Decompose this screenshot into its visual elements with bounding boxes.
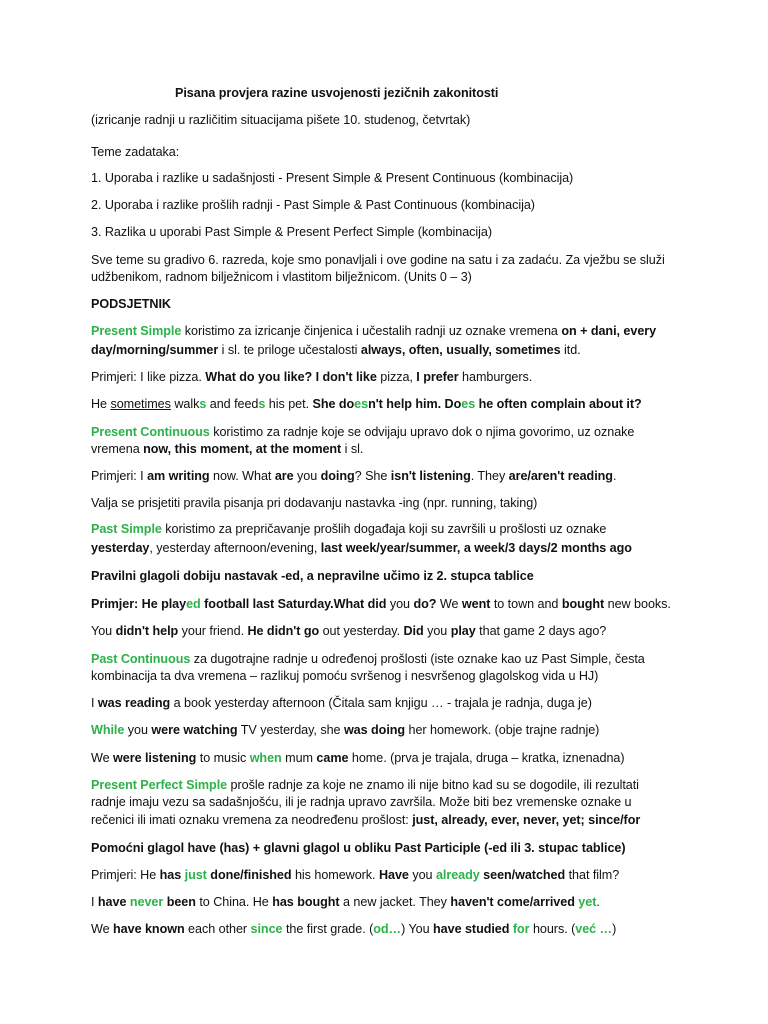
text-line	[91, 295, 171, 313]
text-segment: kombinacija ta dva vremena – razlikuj pomoću svršenog i nesvršenog glagolskog vida u HJ)	[91, 669, 599, 683]
text-segment: yesterday	[91, 541, 150, 555]
text-segment: He	[91, 397, 111, 411]
text-segment: went	[461, 597, 491, 611]
text-segment: Valja se prisjetiti pravila pisanja pri dodavanju nastavka -ing (npr. running, taking)	[91, 496, 538, 510]
highlighted-term: yet	[578, 895, 597, 909]
text-segment: his homework.	[291, 868, 379, 882]
text-segment: was reading	[97, 696, 171, 710]
text-segment: Primjeri: I	[91, 469, 148, 483]
text-segment: to town and	[490, 597, 562, 611]
text-segment: last week/year/summer, a week/3 days/2 months ago	[320, 541, 632, 555]
text-segment: new books.	[604, 597, 671, 611]
text-segment: We	[436, 597, 462, 611]
text-segment: the first grade. (	[282, 922, 374, 936]
text-segment: hours. (	[529, 922, 576, 936]
text-segment: were listening	[113, 751, 197, 765]
highlighted-term: Present Simple	[91, 324, 182, 338]
text-segment: done/finished	[210, 868, 292, 882]
highlighted-term: Past Continuous	[91, 652, 191, 666]
highlighted-term: ed	[186, 597, 201, 611]
text-line	[91, 622, 606, 640]
text-segment: that film?	[565, 868, 620, 882]
text-line	[91, 567, 534, 585]
text-line	[91, 650, 645, 668]
text-segment: day/morning/summer	[91, 343, 219, 357]
text-segment: do?	[413, 597, 437, 611]
text-segment: came	[316, 751, 349, 765]
text-segment: out yesterday.	[319, 624, 404, 638]
text-line	[91, 368, 532, 386]
text-segment: now, this moment, at the moment	[143, 442, 342, 456]
text-segment: )	[612, 922, 617, 936]
text-line	[91, 866, 619, 884]
text-segment: itd.	[560, 343, 581, 357]
text-segment: are	[274, 469, 294, 483]
text-line	[91, 223, 492, 241]
text-segment: her homework. (obje trajne radnje)	[405, 723, 600, 737]
text-segment: pizza,	[376, 370, 417, 384]
highlighted-term: es	[354, 397, 369, 411]
text-segment: . They	[470, 469, 509, 483]
text-segment: Pravilni glagoli dobiju nastavak -ed, a nepravilne učimo iz 2. stupca tablice	[91, 569, 534, 583]
highlighted-term: već …	[575, 922, 613, 936]
highlighted-term: for	[512, 922, 530, 936]
highlighted-term: s	[258, 397, 266, 411]
text-line	[91, 721, 599, 739]
text-segment: you	[423, 624, 451, 638]
text-segment: now. What	[209, 469, 275, 483]
text-segment: he often complain about it?	[475, 397, 642, 411]
text-segment: his pet.	[265, 397, 313, 411]
text-segment: been	[166, 895, 196, 909]
text-line	[91, 520, 606, 538]
text-segment: PODSJETNIK	[91, 297, 171, 311]
text-segment: prošle radnje za koje ne znamo ili nije bitno kad su se dogodile, ili rezultati	[227, 778, 639, 792]
text-segment: radnje imaju vezu sa sadašnjošću, ili je radnja upravo završila. Može biti bez vremenske oznake u	[91, 795, 632, 809]
text-segment: always, often, usually, sometimes	[360, 343, 561, 357]
text-segment: You	[91, 624, 116, 638]
text-segment: play	[450, 624, 476, 638]
text-line	[91, 494, 537, 512]
text-segment: She do	[312, 397, 355, 411]
highlighted-term: Present Perfect Simple	[91, 778, 228, 792]
highlighted-term: already	[435, 868, 480, 882]
text-line	[91, 440, 363, 458]
text-line	[91, 423, 634, 441]
text-segment: to China. He	[195, 895, 273, 909]
text-line	[91, 811, 640, 829]
text-line	[91, 839, 626, 857]
text-segment: and feed	[206, 397, 259, 411]
text-segment: Have	[378, 868, 409, 882]
text-segment: have studied	[433, 922, 510, 936]
text-segment: I	[91, 696, 98, 710]
text-segment: a new jacket. They	[339, 895, 451, 909]
text-line	[91, 169, 573, 187]
text-line	[91, 341, 581, 359]
text-segment: Sve teme su gradivo 6. razreda, koje smo ponavljali i ove godine na satu i za zadaću. Za vježbu se služi	[91, 253, 665, 267]
text-segment: Primjeri: He	[91, 868, 160, 882]
text-segment: a book yesterday afternoon (Čitala sam knjigu … - trajala je radnja, duga je)	[170, 696, 592, 710]
text-segment: you	[293, 469, 321, 483]
text-segment: I prefer	[416, 370, 459, 384]
text-segment: koristimo za radnje koje se odvijaju upravo dok o njima govorimo, uz oznake	[209, 425, 635, 439]
highlighted-term: since	[250, 922, 283, 936]
text-segment: 2. Uporaba i razlike prošlih radnji - Past Simple & Past Continuous (kombinacija)	[91, 198, 535, 212]
text-segment: Primjer: He play	[91, 597, 187, 611]
text-segment: seen/watched	[483, 868, 566, 882]
highlighted-term: never	[129, 895, 164, 909]
text-segment: n't help him. Do	[368, 397, 462, 411]
text-segment: has	[159, 868, 182, 882]
text-segment: has bought	[272, 895, 340, 909]
text-segment: hamburgers.	[458, 370, 533, 384]
text-segment: udžbenikom, radnom bilježnicom i vlastitom bilježnicom. (Units 0 – 3)	[91, 270, 472, 284]
highlighted-term: While	[91, 723, 125, 737]
text-segment: TV yesterday, she	[237, 723, 344, 737]
text-segment: doing	[320, 469, 355, 483]
text-line	[91, 322, 656, 340]
text-line	[91, 595, 671, 613]
text-segment: bought	[561, 597, 605, 611]
text-segment: (izricanje radnji u različitim situacijama pišete 10. studenog, četvrtak)	[91, 113, 471, 127]
text-segment: ? She	[354, 469, 391, 483]
text-segment: you	[386, 597, 414, 611]
text-line	[91, 268, 472, 286]
text-segment: to music	[196, 751, 250, 765]
text-line	[91, 920, 616, 938]
text-segment: was doing	[343, 723, 406, 737]
text-segment: are/aren't reading	[508, 469, 613, 483]
text-segment: .	[612, 469, 617, 483]
highlighted-term: just	[184, 868, 207, 882]
text-segment: rečenici ili imati oznaku vremena za neodređenu prošlost:	[91, 813, 413, 827]
text-segment: have known	[113, 922, 185, 936]
text-segment: .	[596, 895, 600, 909]
text-line	[91, 143, 179, 161]
text-segment: isn't listening	[390, 469, 471, 483]
highlighted-term: Present Continuous	[91, 425, 210, 439]
text-segment: ) You	[401, 922, 434, 936]
highlighted-term: when	[249, 751, 282, 765]
text-segment: mum	[281, 751, 317, 765]
text-segment: am writing	[147, 469, 210, 483]
text-segment: that game 2 days ago?	[475, 624, 607, 638]
text-segment: koristimo za izricanje činjenica i učestalih radnji uz oznake vremena	[181, 324, 562, 338]
text-line	[91, 667, 598, 685]
text-segment: 3. Razlika u uporabi Past Simple & Present Perfect Simple (kombinacija)	[91, 225, 493, 239]
text-segment: each other	[184, 922, 251, 936]
text-segment: Pomoćni glagol have (has) + glavni glagol u obliku Past Participle (-ed ili 3. stupac tablice)	[91, 841, 626, 855]
text-segment: Teme zadataka:	[91, 145, 180, 159]
text-segment: walk	[170, 397, 200, 411]
text-segment: on + dani, every	[561, 324, 657, 338]
text-segment: haven't come/arrived	[450, 895, 575, 909]
text-segment: I	[91, 895, 98, 909]
text-segment: Primjeri: I like pizza.	[91, 370, 206, 384]
text-line	[91, 467, 616, 485]
text-segment: We	[91, 751, 114, 765]
text-line	[91, 539, 632, 557]
text-segment: football last Saturday.What	[200, 597, 368, 611]
text-segment: i sl. te priloge učestalosti	[218, 343, 361, 357]
text-line	[91, 111, 470, 129]
text-segment: you	[408, 868, 436, 882]
text-segment: just, already, ever, never, yet; since/for	[412, 813, 641, 827]
text-segment: He didn't go	[247, 624, 320, 638]
text-segment: your friend.	[178, 624, 248, 638]
text-segment: , yesterday afternoon/evening,	[149, 541, 321, 555]
text-segment: vremena	[91, 442, 144, 456]
text-line	[91, 196, 535, 214]
text-line	[91, 251, 665, 269]
text-line	[91, 395, 642, 413]
text-segment: What do you like? I don't like	[205, 370, 377, 384]
highlighted-term: s	[199, 397, 207, 411]
text-segment: you	[124, 723, 152, 737]
text-segment: did	[367, 597, 387, 611]
text-segment: have	[97, 895, 127, 909]
text-segment: didn't help	[115, 624, 179, 638]
document-title: Pisana provjera razine usvojenosti jezičnih zakonitosti	[175, 86, 499, 100]
text-segment: 1. Uporaba i razlike u sadašnjosti - Present Simple & Present Continuous (kombinacija)	[91, 171, 574, 185]
highlighted-term: Past Simple	[91, 522, 162, 536]
highlighted-term: es	[461, 397, 476, 411]
text-line	[91, 776, 639, 794]
text-segment: koristimo za prepričavanje prošlih događaja koji su završili u prošlosti uz oznake	[161, 522, 607, 536]
text-segment: i sl.	[341, 442, 364, 456]
text-line	[91, 893, 600, 911]
text-segment: were watching	[151, 723, 238, 737]
text-segment: za dugotrajne radnje u određenoj prošlosti (iste oznake kao uz Past Simple, česta	[190, 652, 645, 666]
text-line	[91, 749, 625, 767]
highlighted-term: od…	[373, 922, 402, 936]
text-line	[91, 694, 592, 712]
text-segment: home. (prva je trajala, druga – kratka, iznenadna)	[348, 751, 625, 765]
text-segment: Did	[403, 624, 424, 638]
text-line	[91, 793, 631, 811]
text-segment: We	[91, 922, 114, 936]
text-segment: sometimes	[110, 397, 171, 411]
